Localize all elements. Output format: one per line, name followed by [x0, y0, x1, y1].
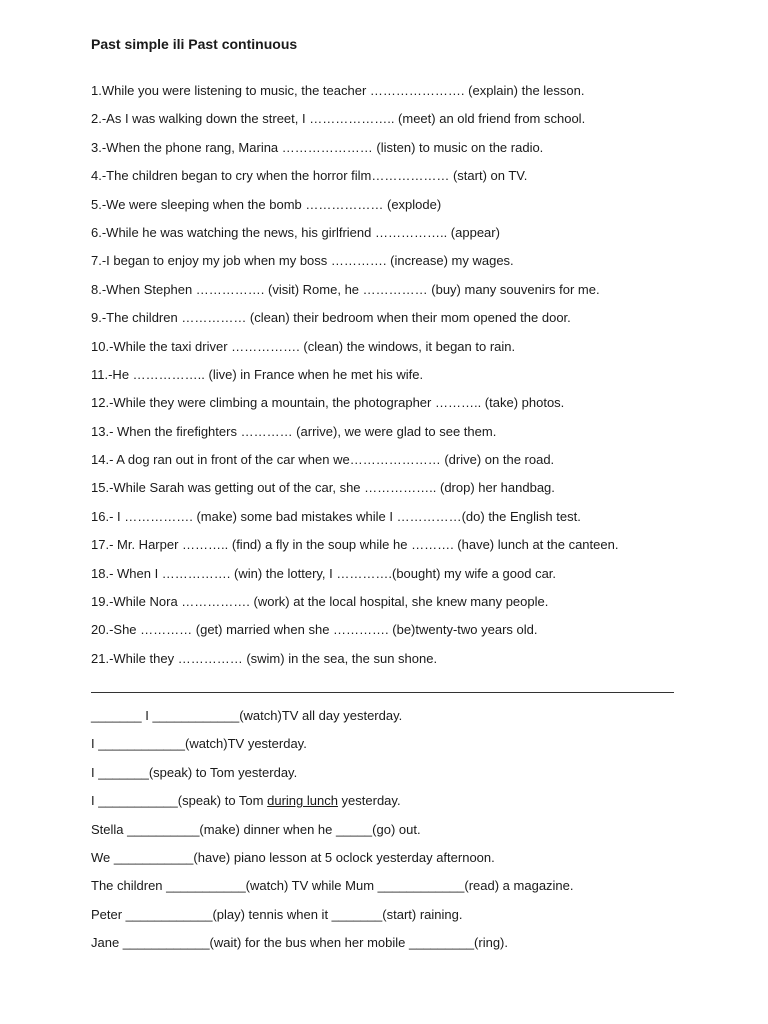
- exercise-item: 18.- When I ……………. (win) the lottery, I ………….(bought) my wife a good car.: [91, 565, 557, 581]
- section-divider: [91, 692, 674, 693]
- exercise-item: Jane ____________(wait) for the bus when her mobile _________(ring).: [91, 935, 509, 951]
- exercise-item: 21.-While they …………… (swim) in the sea, the sun shone.: [91, 650, 438, 666]
- exercise-item: 17.- Mr. Harper ……….. (find) a fly in the soup while he ………. (have) lunch at the canteen.: [91, 537, 619, 553]
- exercise-item: 8.-When Stephen ……………. (visit) Rome, he …………… (buy) many souvenirs for me.: [91, 281, 600, 297]
- exercise-item: Stella __________(make) dinner when he _____(go) out.: [91, 821, 421, 837]
- exercise-item: 5.-We were sleeping when the bomb ……………… (explode): [91, 196, 442, 212]
- exercise-item: 20.-She ………… (get) married when she …………. (be)twenty-two years old.: [91, 622, 538, 638]
- exercise-item: Peter ____________(play) tennis when it _______(start) raining.: [91, 906, 463, 922]
- exercise-text: yesterday.: [337, 793, 401, 809]
- exercise-item: I _______(speak) to Tom yesterday.: [91, 764, 298, 780]
- exercise-item: 3.-When the phone rang, Marina ………………… (listen) to music on the radio.: [91, 139, 544, 155]
- exercise-item: 19.-While Nora ……………. (work) at the local hospital, she knew many people.: [91, 594, 549, 610]
- exercise-list-2: [91, 706, 574, 962]
- exercise-item: 13.- When the firefighters ………… (arrive), we were glad to see them.: [91, 423, 497, 439]
- exercise-item: 7.-I began to enjoy my job when my boss …………. (increase) my wages.: [91, 253, 514, 269]
- exercise-item: 11.-He …………….. (live) in France when he met his wife.: [91, 366, 424, 382]
- exercise-item: 15.-While Sarah was getting out of the car, she …………….. (drop) her handbag.: [91, 480, 555, 496]
- exercise-item: The children ___________(watch) TV while Mum ____________(read) a magazine.: [91, 878, 574, 894]
- exercise-item: 16.- I ……………. (make) some bad mistakes while I ……………(do) the English test.: [91, 508, 581, 524]
- exercise-item: _______ I ____________(watch)TV all day yesterday.: [91, 708, 403, 723]
- exercise-item: 4.-The children began to cry when the horror film……………… (start) on TV.: [91, 168, 528, 184]
- exercise-item: 9.-The children …………… (clean) their bedroom when their mom opened the door.: [91, 310, 571, 326]
- exercise-item: [91, 791, 574, 819]
- exercise-item: 10.-While the taxi driver ……………. (clean) the windows, it began to rain.: [91, 338, 516, 354]
- exercise-item: I ____________(watch)TV yesterday.: [91, 736, 307, 752]
- exercise-item: We ___________(have) piano lesson at 5 oclock yesterday afternoon.: [91, 849, 495, 865]
- exercise-item: 12.-While they were climbing a mountain, the photographer ……….. (take) photos.: [91, 395, 565, 411]
- exercise-item: 6.-While he was watching the news, his girlfriend …………….. (appear): [91, 224, 500, 240]
- exercise-item: 2.-As I was walking down the street, I ……………….. (meet) an old friend from school.: [91, 111, 586, 127]
- exercise-list: [91, 81, 618, 677]
- underlined-phrase: during lunch: [267, 793, 338, 809]
- exercise-item: 1.While you were listening to music, the teacher …………………. (explain) the lesson.: [91, 83, 585, 98]
- exercise-item: 14.- A dog ran out in front of the car when we………………… (drive) on the road.: [91, 452, 555, 468]
- page-title: Past simple ili Past continuous: [91, 36, 298, 52]
- exercise-text: I ___________(speak) to Tom: [91, 793, 268, 809]
